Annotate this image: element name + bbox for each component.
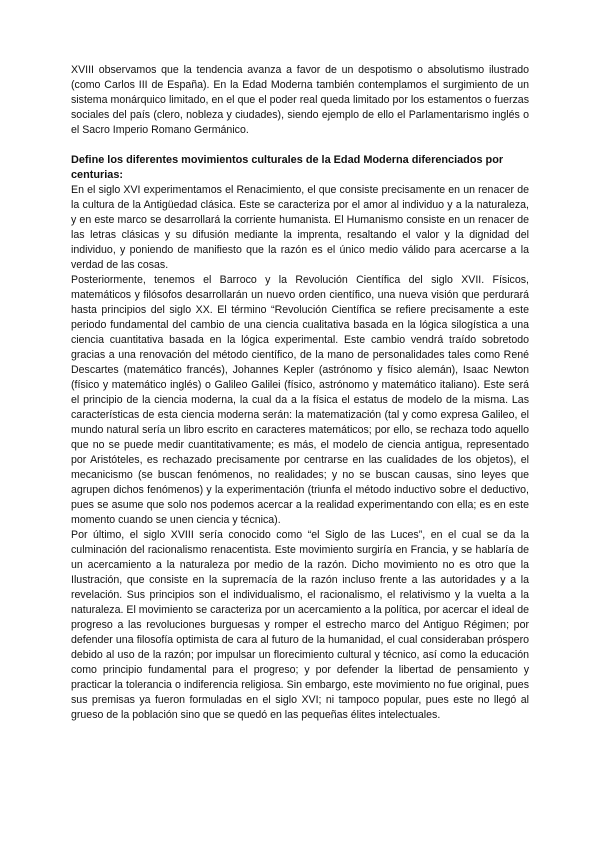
paragraph-renaissance: En el siglo XVI experimentamos el Renacimiento, el que consiste precisamente en un renacer de la cultura de la Antigüedad clásica. Este se caracteriza por el amor al individuo y a la naturaleza, y en este marco se desarrollará la corriente humanista. El Humanismo consiste en un renacer de las letras clásicas y su difusión mediante la imprenta, resaltando el valor y la dignidad del individuo, y poniendo de manifiesto que la razón es el único medio válido para acercarse a la verdad de las cosas. xyxy=(71,184,529,271)
section-heading: Define los diferentes movimientos culturales de la Edad Moderna diferenciados por centurias: xyxy=(71,154,504,181)
paragraph-spacer xyxy=(71,138,529,153)
paragraph-enlightenment: Por último, el siglo XVIII sería conocido como “el Siglo de las Luces”, en el cual se da la culminación del racionalismo renacentista. Este movimiento surgiría en Francia, y se hablaría de un acercamiento a la naturaleza por medio de la razón. Dicho movimiento no es otro que la Ilustración, que consiste en la supremacía de la razón incluso frente a las autoridades y a la revelación. Sus principios son el individualismo, el racionalismo, el relativismo y la vuelta a la naturaleza. El movimiento se caracteriza por un acercamiento a la política, por acercar el ideal de progreso a las revoluciones burguesas y romper el estrecho marco del Antiguo Régimen; por defender una filosofía optimista de cara al futuro de la humanidad, el cual consideraban próspero debido al uso de la razón; por impulsar un florecimiento cultural y técnico, así como la educación como principio fundamental para el progreso; y por defender la libertad de pensamiento y practicar la tolerancia o indiferencia religiosa. Sin embargo, este movimiento no fue original, pues sus premisas ya fueron formuladas en el siglo XVI; ni tampoco popular, pues este no llegó al grueso de la población sino que se quedó en las pequeñas élites intelectuales. xyxy=(71,529,529,721)
paragraph-scientific-revolution: Posteriormente, tenemos el Barroco y la Revolución Científica del siglo XVII. Físicos, matemáticos y filósofos desarrollarán un nuevo orden científico, una nueva visión que perdurará hasta principios del siglo XX. El término “Revolución Científica se refiere precisamente a este periodo fundamental del cambio de una ciencia cualitativa basada en la lógica silogística a una ciencia cuantitativa basada en la lógica experimental. Este cambio vendrá traído sobretodo gracias a una renovación del método científico, de la mano de personalidades tales como René Descartes (matemático francés), Johannes Kepler (astrónomo y físico alemán), Isaac Newton (físico y matemático inglés) o Galileo Galilei (físico, astrónomo y matemático italiano). Este será el principio de la ciencia moderna, la cual da a la física el estatus de modelo de la misma. Las características de esta ciencia moderna serán: la matematización (tal y como expresa Galileo, el mundo natural sería un libro escrito en caracteres matemáticos; por ello, se rechaza todo aquello que no se puede medir cuantitativamente; es más, el modelo de ciencia antigua, representado por Aristóteles, es rechazado precisamente por centrarse en las cualidades de los objetos), el mecanicismo (se buscan fenómenos, no realidades; y no se buscan causas, sino leyes que agrupen dichos fenómenos) y la experimentación (triunfa el método inductivo sobre el deductivo, pues se asume que solo nos podemos acercar a la realidad experimentando con ella; es en este momento cuando se unen ciencia y técnica). xyxy=(71,274,529,526)
document-page xyxy=(71,63,529,723)
intro-paragraph: XVIII observamos que la tendencia avanza a favor de un despotismo o absolutismo ilustrado (como Carlos III de España). En la Edad Moderna también contemplamos el surgimiento de un sistema monárquico limitado, en el que el poder real queda limitado por los estamentos o fuerzas sociales del país (clero, nobleza y ciudades), siendo ejemplo de ello el Parlamentarismo inglés o el Sacro Imperio Romano Germánico. xyxy=(71,64,529,136)
